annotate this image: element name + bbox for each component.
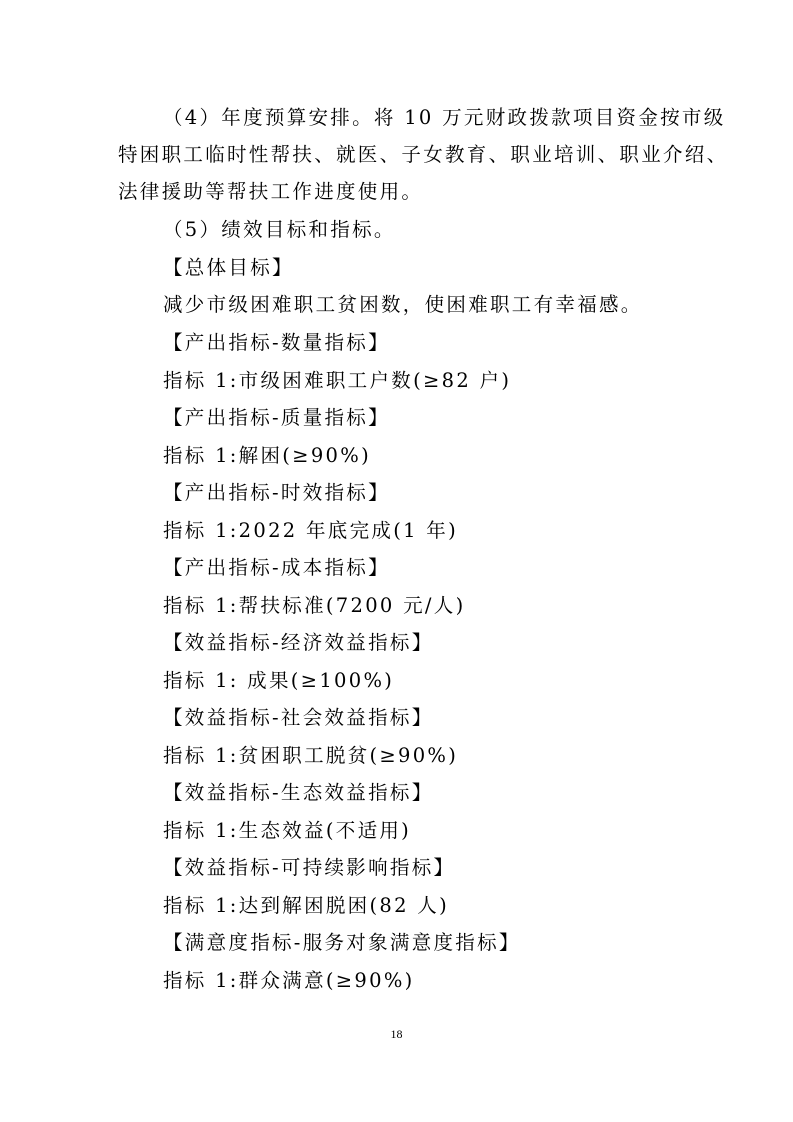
indicator-item: 指标 1:解困(≥90%) bbox=[163, 444, 371, 467]
section-heading: （5）绩效目标和指标。 bbox=[163, 218, 396, 241]
indicator-item: 指标 1: 成果(≥100%) bbox=[163, 669, 395, 692]
indicator-item: 指标 1:生态效益(不适用) bbox=[163, 819, 412, 842]
indicator-item: 指标 1:达到解困脱困(82 人) bbox=[163, 894, 450, 917]
indicator-item: 指标 1:帮扶标准(7200 元/人) bbox=[163, 594, 466, 617]
indicator-item: 指标 1:贫困职工脱贫(≥90%) bbox=[163, 744, 459, 767]
indicator-item: 指标 1:群众满意(≥90%) bbox=[163, 969, 415, 992]
budget-paragraph-line-1: （4）年度预算安排。将 10 万元财政拨款项目资金按市级 bbox=[163, 106, 726, 129]
indicator-heading: 【产出指标-时效指标】 bbox=[163, 481, 390, 504]
indicator-heading: 【满意度指标-服务对象满意度指标】 bbox=[163, 931, 521, 954]
indicator-heading: 【效益指标-可持续影响指标】 bbox=[163, 856, 456, 879]
page-number: 18 bbox=[390, 1027, 403, 1041]
indicator-heading: 【产出指标-数量指标】 bbox=[163, 331, 390, 354]
budget-paragraph-line-2: 特困职工临时性帮扶、就医、子女教育、职业培训、职业介绍、 bbox=[118, 143, 729, 166]
budget-paragraph-line-3: 法律援助等帮扶工作进度使用。 bbox=[118, 180, 424, 203]
indicator-item: 指标 1:市级困难职工户数(≥82 户) bbox=[163, 369, 512, 392]
indicator-heading: 【产出指标-质量指标】 bbox=[163, 406, 390, 429]
indicator-heading: 【产出指标-成本指标】 bbox=[163, 556, 390, 579]
overall-goal-text: 减少市级困难职工贫困数，使困难职工有幸福感。 bbox=[163, 293, 643, 316]
indicator-item: 指标 1:2022 年底完成(1 年) bbox=[163, 519, 459, 542]
indicator-heading: 【效益指标-社会效益指标】 bbox=[163, 706, 434, 729]
indicator-heading: 【效益指标-生态效益指标】 bbox=[163, 781, 434, 804]
overall-goal-heading: 【总体目标】 bbox=[163, 256, 294, 279]
indicator-heading: 【效益指标-经济效益指标】 bbox=[163, 631, 434, 654]
